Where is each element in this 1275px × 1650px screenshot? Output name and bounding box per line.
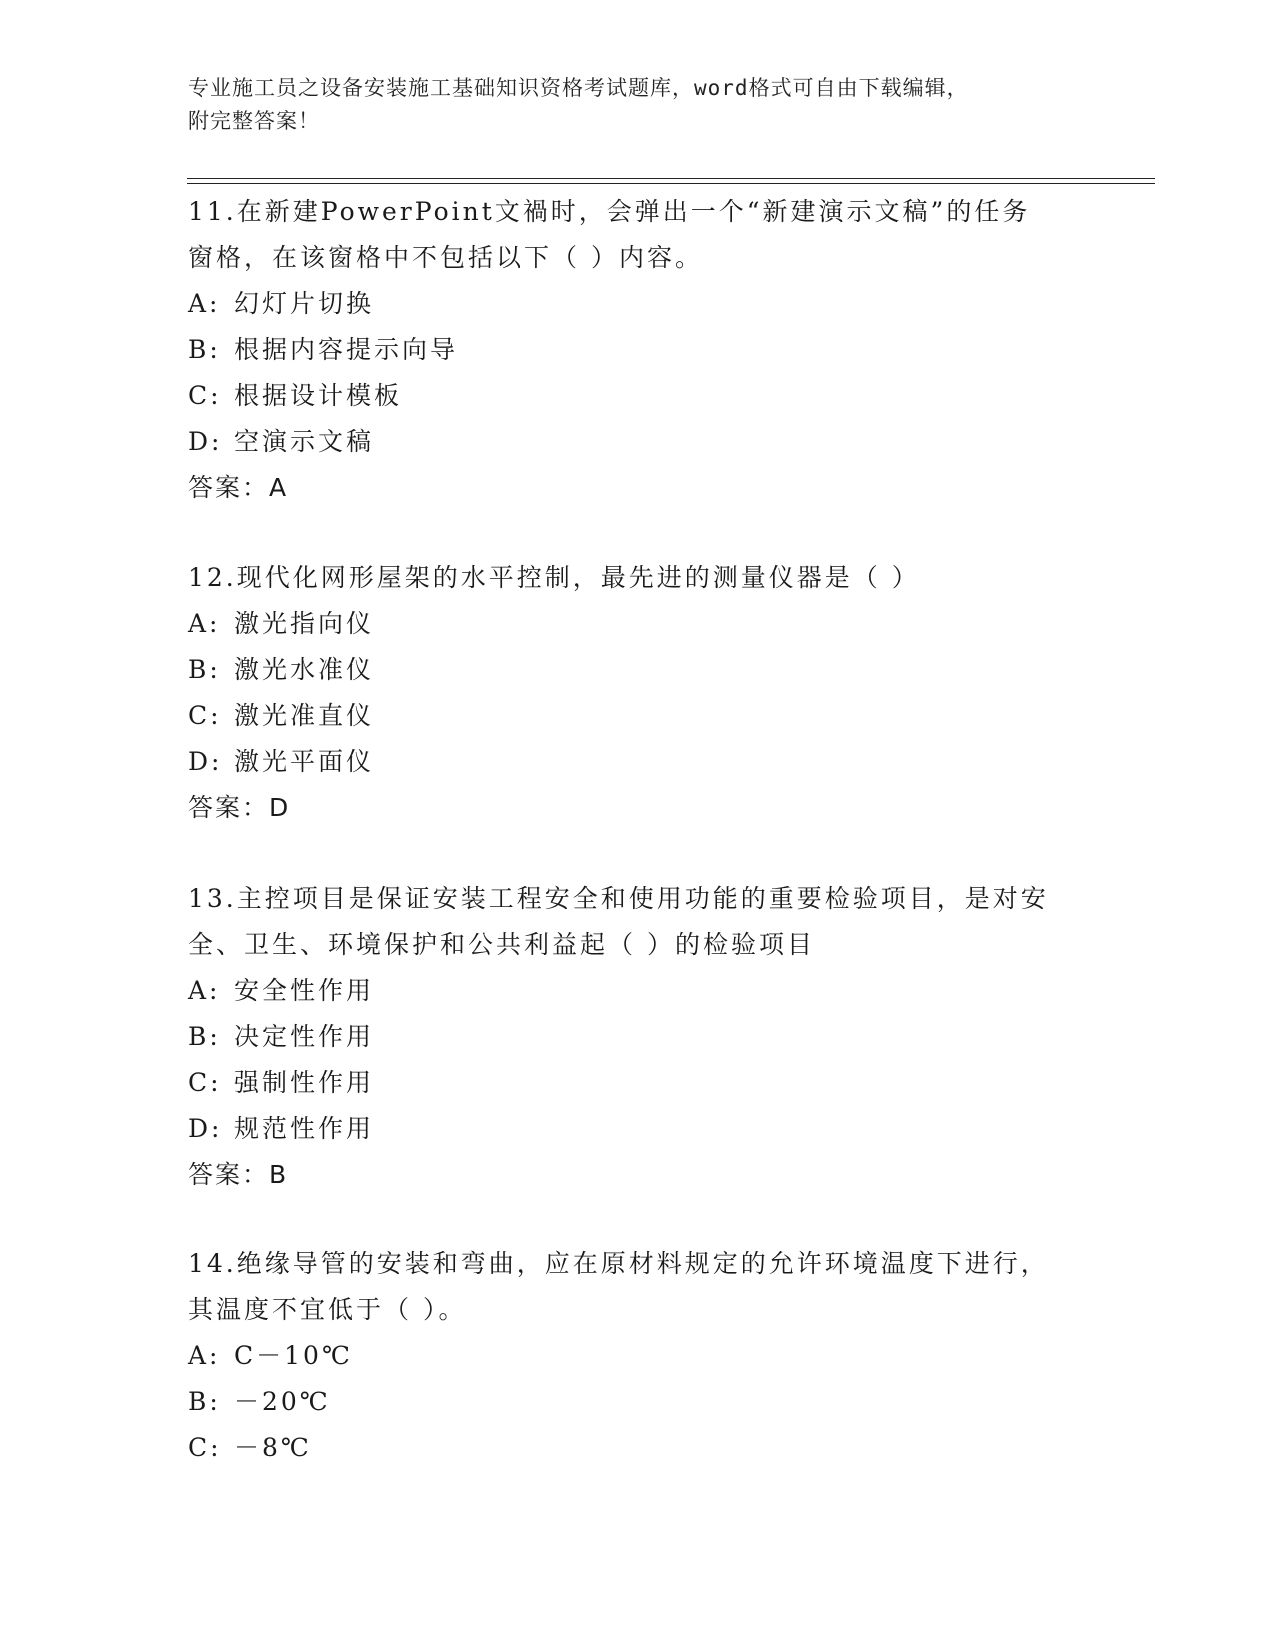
question-stem-line-1: 13.主控项目是保证安装工程安全和使用功能的重要检验项目，是对安 <box>188 884 1049 913</box>
option-text: 激光水准仪 <box>234 655 375 684</box>
question-stem-line-1: 14.绝缘导管的安装和弯曲，应在原材料规定的允许环境温度下进行， <box>188 1249 1049 1278</box>
option-text: 空演示文稿 <box>234 427 375 456</box>
answer: 答案：B <box>188 1160 289 1189</box>
option-letter: B: <box>188 1022 221 1051</box>
option-text: 激光指向仪 <box>234 609 375 638</box>
option-letter: D: <box>188 747 223 776</box>
question-stem-line-1: 11.在新建PowerPoint文禍时，会弹出一个“新建演示文稿”的任务 <box>188 197 1031 226</box>
option-letter: C: <box>188 1068 222 1097</box>
option-a <box>188 968 1088 1014</box>
option-letter: D: <box>188 427 223 456</box>
option-letter: A: <box>188 609 221 638</box>
answer: 答案：D <box>188 793 291 822</box>
option-d <box>188 739 1088 785</box>
option-a <box>188 281 1088 327</box>
option-text: －8℃ <box>234 1433 312 1462</box>
option-letter: A: <box>188 976 221 1005</box>
option-text: 根据内容提示向导 <box>234 335 459 364</box>
option-letter: C: <box>188 701 222 730</box>
option-b <box>188 1014 1088 1060</box>
option-letter: A: <box>188 1341 221 1370</box>
option-text: －20℃ <box>234 1387 331 1416</box>
option-d <box>188 1106 1088 1152</box>
document-header <box>188 72 1088 138</box>
header-line-2: 附完整答案！ <box>188 109 320 133</box>
option-letter: B: <box>188 655 221 684</box>
option-a <box>188 601 1088 647</box>
question-12 <box>188 555 1088 831</box>
question-13 <box>188 876 1088 1198</box>
question-stem-line-2: 窗格，在该窗格中不包括以下（ ）内容。 <box>188 243 703 272</box>
option-c <box>188 1060 1088 1106</box>
header-divider-bottom <box>187 183 1155 184</box>
option-c <box>188 1425 1088 1471</box>
option-text: 激光准直仪 <box>234 701 375 730</box>
option-c <box>188 693 1088 739</box>
option-text: 规范性作用 <box>234 1114 375 1143</box>
option-text: 幻灯片切换 <box>234 289 375 318</box>
answer: 答案：A <box>188 473 289 502</box>
question-11 <box>188 189 1088 511</box>
option-text: 激光平面仪 <box>234 747 375 776</box>
option-text: 决定性作用 <box>234 1022 375 1051</box>
option-b <box>188 1379 1088 1425</box>
option-letter: C: <box>188 381 222 410</box>
option-b <box>188 647 1088 693</box>
question-stem-line-2: 全、卫生、环境保护和公共利益起（ ）的检验项目 <box>188 930 815 959</box>
option-letter: A: <box>188 289 221 318</box>
question-stem-line-1: 12.现代化网形屋架的水平控制，最先进的测量仪器是（ ） <box>188 563 920 592</box>
header-divider-top <box>187 178 1155 179</box>
option-d <box>188 419 1088 465</box>
header-line-1: 专业施工员之设备安装施工基础知识资格考试题库，word格式可自由下载编辑， <box>188 76 969 100</box>
option-letter: D: <box>188 1114 223 1143</box>
option-letter: C: <box>188 1433 222 1462</box>
question-14 <box>188 1241 1088 1471</box>
option-a <box>188 1333 1088 1379</box>
option-text: 根据设计模板 <box>234 381 403 410</box>
question-stem-line-2: 其温度不宜低于（ ）。 <box>188 1295 467 1324</box>
option-text: 强制性作用 <box>234 1068 375 1097</box>
option-letter: B: <box>188 335 221 364</box>
option-b <box>188 327 1088 373</box>
option-text: 安全性作用 <box>234 976 375 1005</box>
option-letter: B: <box>188 1387 221 1416</box>
option-text: C－10℃ <box>234 1341 353 1370</box>
option-c <box>188 373 1088 419</box>
